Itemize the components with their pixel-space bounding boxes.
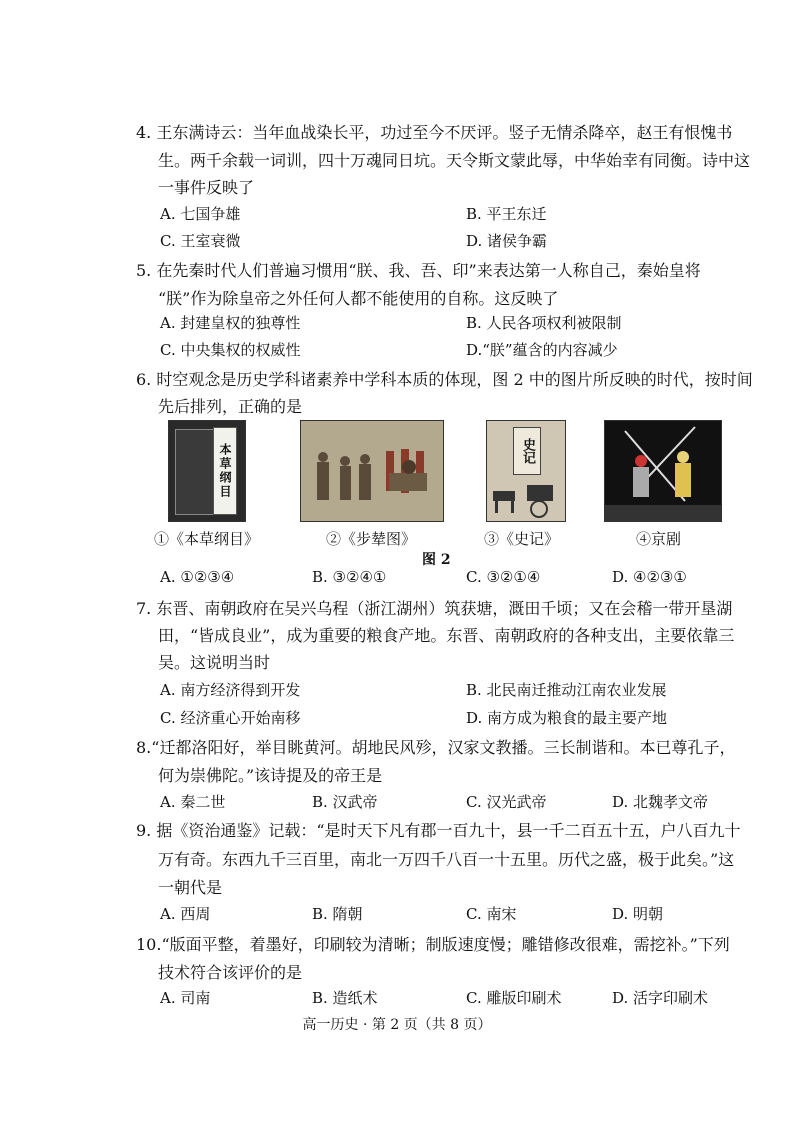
bunian-painting-figures [301, 421, 443, 521]
shiji-title-slip: 史记 [513, 427, 541, 475]
bencao-title-slip: 本草纲目 [213, 427, 237, 515]
q5-option-a: A. 封建皇权的独尊性 [160, 314, 301, 332]
bunian-tu-image [300, 420, 444, 522]
q4-option-d: D. 诸侯争霸 [466, 232, 548, 250]
q4-line-3: 一事件反映了 [158, 178, 255, 197]
q6-line-2: 先后排列，正确的是 [158, 397, 303, 416]
q10-line-2: 技术符合该评价的是 [158, 963, 303, 982]
q10-option-a: A. 司南 [160, 989, 211, 1007]
q6-option-c: C. ③②①④ [466, 568, 541, 586]
q8-option-a: A. 秦二世 [160, 793, 226, 811]
caption-peking-opera: ④京剧 [636, 530, 682, 548]
q4-line-2: 生。两千余载一词训，四十万魂同日坑。天令斯文蒙此辱，中华始幸有同衡。诗中这 [158, 151, 751, 170]
q7-line-2: 田，“皆成良业”，成为重要的粮食产地。东晋、南朝政府的各种支出，主要依靠三 [158, 626, 735, 645]
q9-line-1: 9. 据《资治通鉴》记载：“是时天下凡有郡一百九十，县一千二百五十五，户八百九十 [136, 821, 741, 840]
q5-option-d: D.“朕”蕴含的内容减少 [466, 341, 618, 359]
q5-line-2: “朕”作为除皇帝之外任何人都不能使用的自称。这反映了 [158, 289, 559, 308]
q8-line-2: 何为崇佛陀。”该诗提及的帝王是 [158, 766, 383, 785]
q9-option-b: B. 隋朝 [312, 905, 363, 923]
bencao-gangmu-image [168, 420, 246, 522]
q9-option-d: D. 明朝 [612, 905, 664, 923]
q5-option-c: C. 中央集权的权威性 [160, 341, 301, 359]
q9-option-c: C. 南宋 [466, 905, 517, 923]
q4-line-1: 4. 王东满诗云：当年血战染长平，功过至今不厌评。竖子无情杀降卒，赵王有恨愧书 [136, 123, 733, 142]
q7-line-1: 7. 东晋、南朝政府在吴兴乌程（浙江湖州）筑获塘，溉田千顷；又在会稽一带开垦湖 [136, 599, 733, 618]
q6-option-d: D. ④②③① [612, 568, 687, 586]
q8-option-c: C. 汉光武帝 [466, 793, 547, 811]
page-footer: 高一历史 · 第 2 页（共 8 页） [302, 1017, 492, 1033]
caption-bencao: ①《本草纲目》 [154, 530, 260, 548]
caption-bunian: ②《步辇图》 [326, 530, 417, 548]
q7-option-a: A. 南方经济得到开发 [160, 681, 301, 699]
q6-option-b: B. ③②④① [312, 568, 387, 586]
shiji-image [486, 420, 566, 522]
q6-line-1: 6. 时空观念是历史学科诸素养中学科本质的体现，图 2 中的图片所反映的时代，按时间 [136, 370, 753, 389]
q8-line-1: 8.“迁都洛阳好，举目眺黄河。胡地民风殄，汉家文教播。三长制谐和。本已尊孔子， [136, 738, 736, 757]
q8-option-d: D. 北魏孝文帝 [612, 793, 709, 811]
q10-line-1: 10.“版面平整，着墨好，印刷较为清晰；制版速度慢；雕错修改很难，需挖补。”下列 [136, 935, 730, 954]
q10-option-d: D. 活字印刷术 [612, 989, 709, 1007]
q9-option-a: A. 西周 [160, 905, 211, 923]
q9-line-3: 一朝代是 [158, 878, 223, 897]
q7-option-d: D. 南方成为粮食的最主要产地 [466, 709, 668, 727]
opera-performers [605, 421, 721, 521]
q7-option-b: B. 北民南迁推动江南农业发展 [466, 681, 667, 699]
q10-option-b: B. 造纸术 [312, 989, 378, 1007]
q7-option-c: C. 经济重心开始南移 [160, 709, 301, 727]
caption-shiji: ③《史记》 [484, 530, 560, 548]
q4-option-b: B. 平王东迁 [466, 205, 547, 223]
chariot-illustration [487, 477, 565, 521]
q4-option-c: C. 王室衰微 [160, 232, 241, 250]
q4-option-a: A. 七国争雄 [160, 205, 241, 223]
q5-line-1: 5. 在先秦时代人们普遍习惯用“朕、我、吾、印”来表达第一人称自己，秦始皇将 [136, 261, 701, 280]
q10-option-c: C. 雕版印刷术 [466, 989, 562, 1007]
q6-option-a: A. ①②③④ [160, 568, 235, 586]
q7-line-3: 吴。这说明当时 [158, 653, 271, 672]
q8-option-b: B. 汉武帝 [312, 793, 378, 811]
q9-line-2: 万有奇。东西九千三百里，南北一万四千八百一十五里。历代之盛，极于此矣。”这 [158, 850, 735, 869]
figure-label: 图 2 [422, 552, 451, 568]
peking-opera-image [604, 420, 722, 522]
q5-option-b: B. 人民各项权利被限制 [466, 314, 622, 332]
